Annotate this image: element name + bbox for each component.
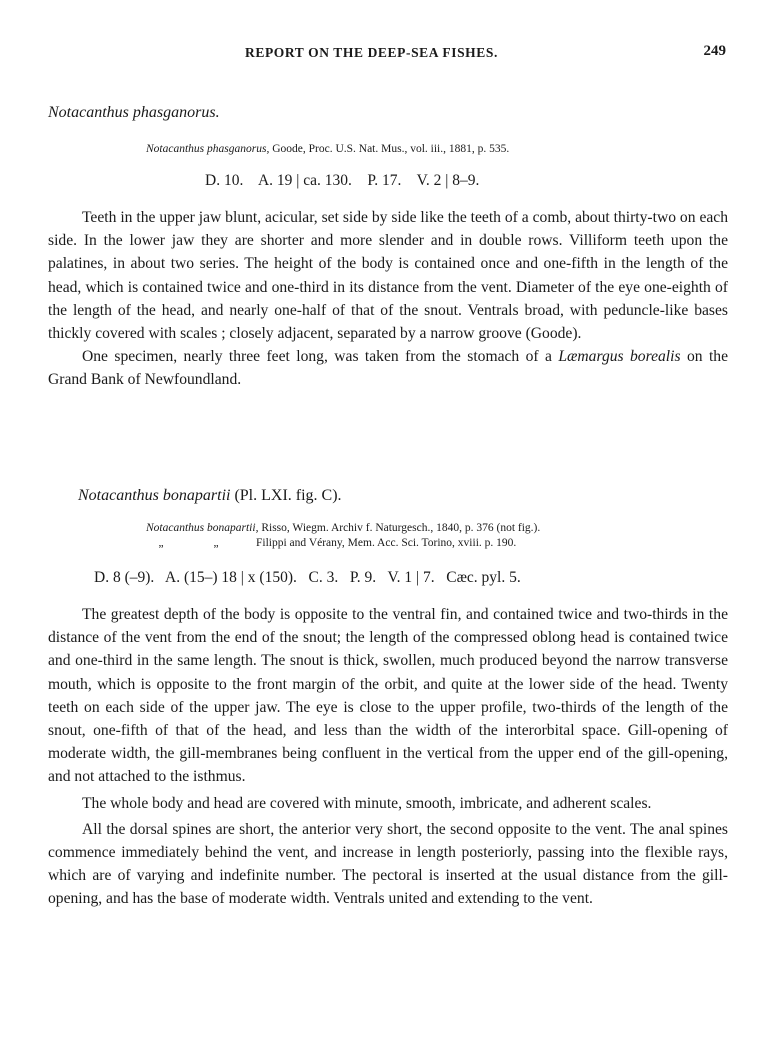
synonymy-reference-1 (146, 522, 776, 534)
reference-name-2: Notacanthus bonapartii, (146, 522, 259, 534)
synonymy-reference-2 (146, 537, 776, 549)
scales-paragraph: The whole body and head are covered with minute, smooth, imbricate, and adherent scales. (82, 794, 652, 812)
reference-name: Notacanthus phasganorus, (146, 143, 270, 155)
specimen-text-2: on the Grand Bank of Newfoundland. (48, 348, 728, 389)
reference-citation-3: Filippi and Vérany, Mem. Acc. Sci. Torino, xviii. p. 190. (256, 537, 517, 549)
plate-reference: (Pl. LXI. fig. C). (230, 487, 342, 504)
species-name: Notacanthus phasganorus. (48, 104, 220, 121)
ditto-mark-1: „ (158, 537, 164, 549)
ditto-mark-2: „ (213, 537, 219, 549)
species-name-2: Notacanthus bonapartii (78, 487, 231, 504)
fin-formula: D. 10. A. 19 | ca. 130. P. 17. V. 2 | 8–9. (205, 172, 480, 189)
fin-formula-block (205, 172, 776, 190)
running-title: REPORT ON THE DEEP-SEA FISHES. (245, 45, 498, 60)
species-title-phasganorus-block (48, 104, 728, 122)
specimen-text-1: One specimen, nearly three feet long, was taken from the stomach of a (82, 348, 559, 366)
running-head (0, 45, 776, 67)
description-block (48, 206, 728, 392)
description-block-2 (48, 603, 728, 911)
fin-formula-2: D. 8 (–9). A. (15–) 18 | x (150). C. 3. P. 9. V. 1 | 7. Cæc. pyl. 5. (94, 569, 521, 586)
description-paragraph-2: The greatest depth of the body is opposite to the ventral fin, and contained twice and two-thirds in the distance of the vent from the end of the snout; the length of the compressed oblong head is contained twice and one-third in the same length. The snout is thick, swollen, much produced beyond the narrow transverse mouth, which is opposite to the front margin of the orbit, and quite at the lower side of the head. Twenty teeth on each side of the upper jaw. The eye is close to the upper profile, two-thirds of the length of the snout, one-fifth of that of the head, and less than the width of the interorbital space. Gill-opening of moderate width, the gill-membranes being confluent in the vertical from the upper end of the gill-opening, and not attached to the isthmus. (48, 606, 728, 786)
description-paragraph: Teeth in the upper jaw blunt, acicular, set side by side like the teeth of a comb, about thirty-two on each side. In the lower jaw they are shorter and more slender and in double rows. Villiform teeth upon the palatines, in about two series. The height of the body is contained once and one-fifth in the length of the head, which is contained twice and one-third in its distance from the vent. Diameter of the eye one-eighth of the length of the head, and nearly one-half of that of the snout. Ventrals broad, with peduncle-like bases thickly covered with scales ; closely adjacent, separated by a narrow groove (Goode). (48, 209, 728, 343)
species-title (48, 104, 728, 122)
synonymy-block-2 (146, 522, 776, 549)
reference-citation-2: Risso, Wiegm. Archiv f. Naturgesch., 1840, p. 376 (not fig.). (258, 522, 541, 534)
reference-citation: Goode, Proc. U.S. Nat. Mus., vol. iii., 1881, p. 535. (269, 143, 510, 155)
host-species: Læmargus borealis (558, 348, 681, 366)
page-number: 249 (703, 43, 726, 59)
species-title-2 (78, 487, 758, 505)
specimen-paragraph (48, 345, 728, 391)
fins-paragraph: All the dorsal spines are short, the anterior very short, the second opposite to the vent. The anal spines commence immediately behind the vent, and increase in length posteriorly, passing into the flexible rays, which are of varying and indefinite number. The pectoral is inserted at the usual distance from the gill-opening, and has the base of moderate width. Ventrals united and extending to the vent. (48, 820, 728, 908)
fin-formula-block-2 (94, 569, 774, 587)
synonymy-reference (146, 143, 776, 155)
species-title-bonapartii-block (78, 487, 758, 505)
synonymy-block (146, 143, 776, 155)
